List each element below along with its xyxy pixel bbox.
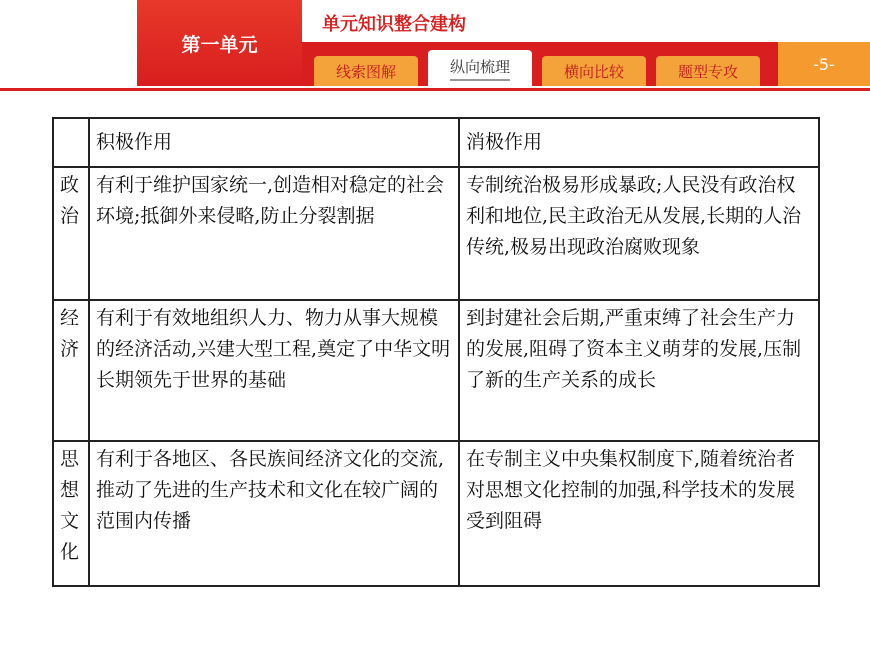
tab-label: 线索图解 xyxy=(335,62,396,81)
header-divider xyxy=(0,88,870,91)
cell-positive: 有利于有效地组织人力、物力从事大规模的经济活动,兴建大型工程,奠定了中华文明长期领先于世界的基础 xyxy=(89,300,459,441)
tab-label: 横向比较 xyxy=(563,62,624,81)
corner-cell xyxy=(53,118,89,167)
comparison-table xyxy=(52,117,820,587)
row-category: 经济 xyxy=(53,300,89,441)
page-number: -5- xyxy=(778,42,870,86)
cell-negative: 在专制主义中央集权制度下,随着统治者对思想文化控制的加强,科学技术的发展受到阻碍 xyxy=(459,441,819,586)
cell-negative: 专制统治极易形成暴政;人民没有政治权利和地位,民主政治无从发展,长期的人治传统,极易出现政治腐败现象 xyxy=(459,167,819,300)
row-category: 思想文化 xyxy=(53,441,89,586)
tab-bar xyxy=(302,42,778,86)
tab-horizontal-compare[interactable] xyxy=(542,56,646,86)
cell-negative: 到封建社会后期,严重束缚了社会生产力的发展,阻碍了资本主义萌芽的发展,压制了新的生产关系的成长 xyxy=(459,300,819,441)
table-header-row xyxy=(53,118,819,167)
tab-question-types[interactable] xyxy=(656,56,760,86)
row-category: 政治 xyxy=(53,167,89,300)
tab-label: 纵向梳理 xyxy=(450,56,510,81)
table-row-politics xyxy=(53,167,819,300)
unit-label: 第一单元 xyxy=(137,0,302,86)
table-row-culture xyxy=(53,441,819,586)
column-header-positive: 积极作用 xyxy=(89,118,459,167)
column-header-negative: 消极作用 xyxy=(459,118,819,167)
cell-positive: 有利于维护国家统一,创造相对稳定的社会环境;抵御外来侵略,防止分裂割据 xyxy=(89,167,459,300)
cell-positive: 有利于各地区、各民族间经济文化的交流,推动了先进的生产技术和文化在较广阔的范围内传播 xyxy=(89,441,459,586)
tab-clue-diagram[interactable] xyxy=(314,56,418,86)
tab-label: 题型专攻 xyxy=(677,62,738,81)
section-title: 单元知识整合建构 xyxy=(322,14,466,35)
tab-vertical-review[interactable] xyxy=(428,50,532,86)
table-row-economy xyxy=(53,300,819,441)
